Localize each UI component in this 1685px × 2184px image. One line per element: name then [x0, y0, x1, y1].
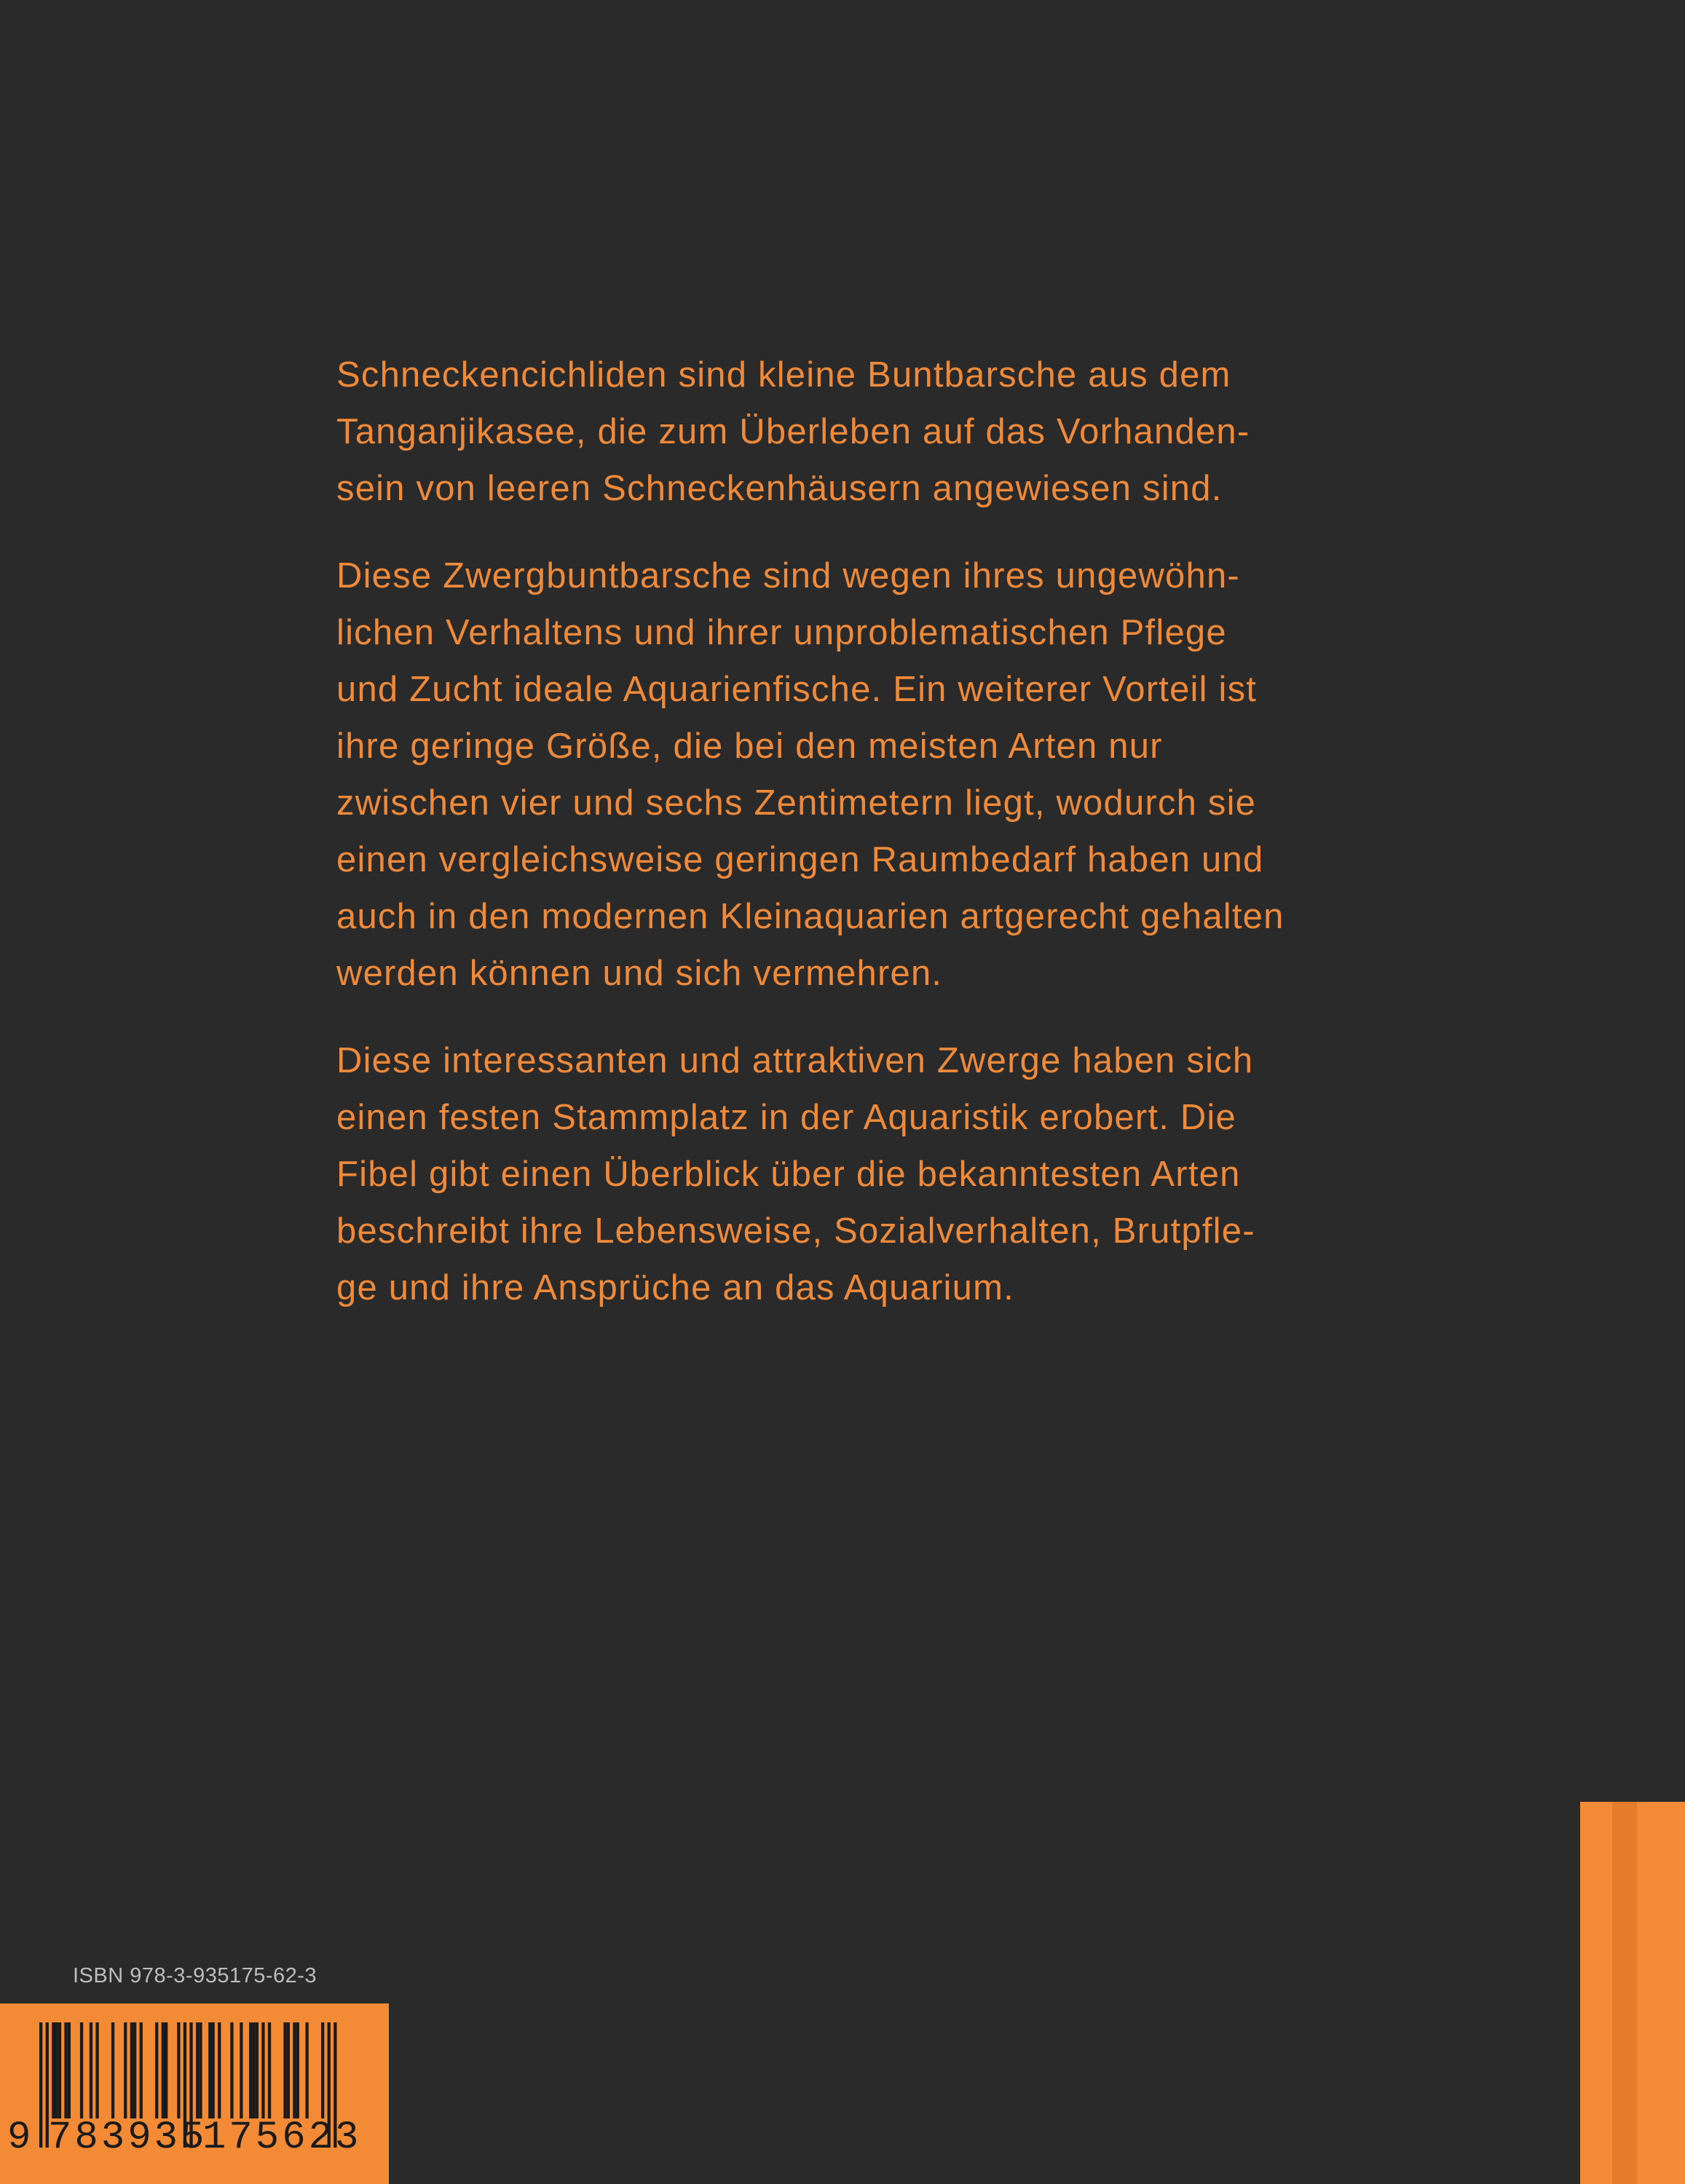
- barcode-bar: [165, 2022, 167, 2118]
- barcode-lead-digit: 9: [7, 2116, 34, 2160]
- barcode-bar: [80, 2022, 83, 2118]
- back-cover-blurb: [336, 347, 1391, 1347]
- barcode-bar: [256, 2022, 259, 2118]
- barcode-right-group: 175623: [202, 2116, 362, 2160]
- isbn-label: ISBN 978-3-935175-62-3: [73, 1964, 317, 1987]
- barcode-bar: [283, 2022, 286, 2118]
- blurb-paragraph-1: Schneckencichliden sind kleine Buntbarsche aus dem Tanganjikasee, die zum Überleben auf das Vorhanden- sein von leeren Schneckenhäusern angewiesen sind.: [336, 355, 1250, 508]
- barcode-bar: [208, 2022, 211, 2118]
- barcode-bar: [306, 2022, 309, 2118]
- barcode-bar: [39, 2022, 42, 2148]
- barcode-bar: [111, 2022, 114, 2118]
- blurb-paragraph-3: Diese interessanten und attraktiven Zwerge haben sich einen festen Stammplatz in der Aquaristik erobert. Die Fibel gibt einen Überblick über die bekanntesten Arten beschreibt ihre Lebensweise, Sozialverhalten, Brutpfle- ge und ihre Ansprüche an das Aquarium.: [336, 1041, 1255, 1307]
- barcode-bar: [199, 2022, 202, 2118]
- barcode-bar: [212, 2022, 215, 2118]
- orange-edge-tab-shade: [1612, 1802, 1637, 2184]
- barcode-bar: [58, 2022, 61, 2118]
- barcode-bar: [133, 2022, 136, 2118]
- barcode-bar: [162, 2022, 165, 2118]
- blurb-paragraph-2: Diese Zwergbuntbarsche sind wegen ihres ungewöhn- lichen Verhaltens und ihrer unproblematischen Pflege und Zucht ideale Aquarienfische. Ein weiterer Vorteil ist ihre geringe Größe, die bei den meisten Arten nur zwischen vier und sechs Zentimetern liegt, wodurch sie einen vergleichsweise geringen Raumbedarf haben und auch in den modernen Kleinaquarien artgerecht gehalten werden können und sich vermehren.: [336, 556, 1285, 993]
- barcode-bar: [249, 2022, 252, 2118]
- barcode-bar: [55, 2022, 58, 2118]
- barcode-bar: [196, 2022, 199, 2118]
- orange-edge-tab: [1580, 1802, 1685, 2184]
- barcode-bar: [321, 2022, 324, 2118]
- barcode-bar: [52, 2022, 55, 2118]
- barcode-bar: [124, 2022, 127, 2118]
- barcode-bar: [293, 2022, 296, 2118]
- barcode-bar: [68, 2022, 71, 2118]
- barcode-bar: [64, 2022, 67, 2118]
- barcode-bar: [177, 2022, 180, 2118]
- barcode-bar: [240, 2022, 242, 2118]
- barcode-bar: [140, 2022, 143, 2118]
- barcode-bar: [252, 2022, 255, 2118]
- barcode-bar: [90, 2022, 92, 2118]
- barcode-bar: [287, 2022, 290, 2118]
- barcode-bar: [230, 2022, 233, 2118]
- barcode-bar: [95, 2022, 98, 2118]
- barcode-bar: [268, 2022, 271, 2118]
- barcode-bar: [261, 2022, 264, 2118]
- barcode-bar: [130, 2022, 133, 2118]
- barcode-left-group: 783935: [48, 2116, 208, 2160]
- barcode-bar: [296, 2022, 299, 2118]
- barcode-box: [0, 2003, 389, 2184]
- barcode-bar: [155, 2022, 158, 2118]
- barcode-bar: [218, 2022, 221, 2118]
